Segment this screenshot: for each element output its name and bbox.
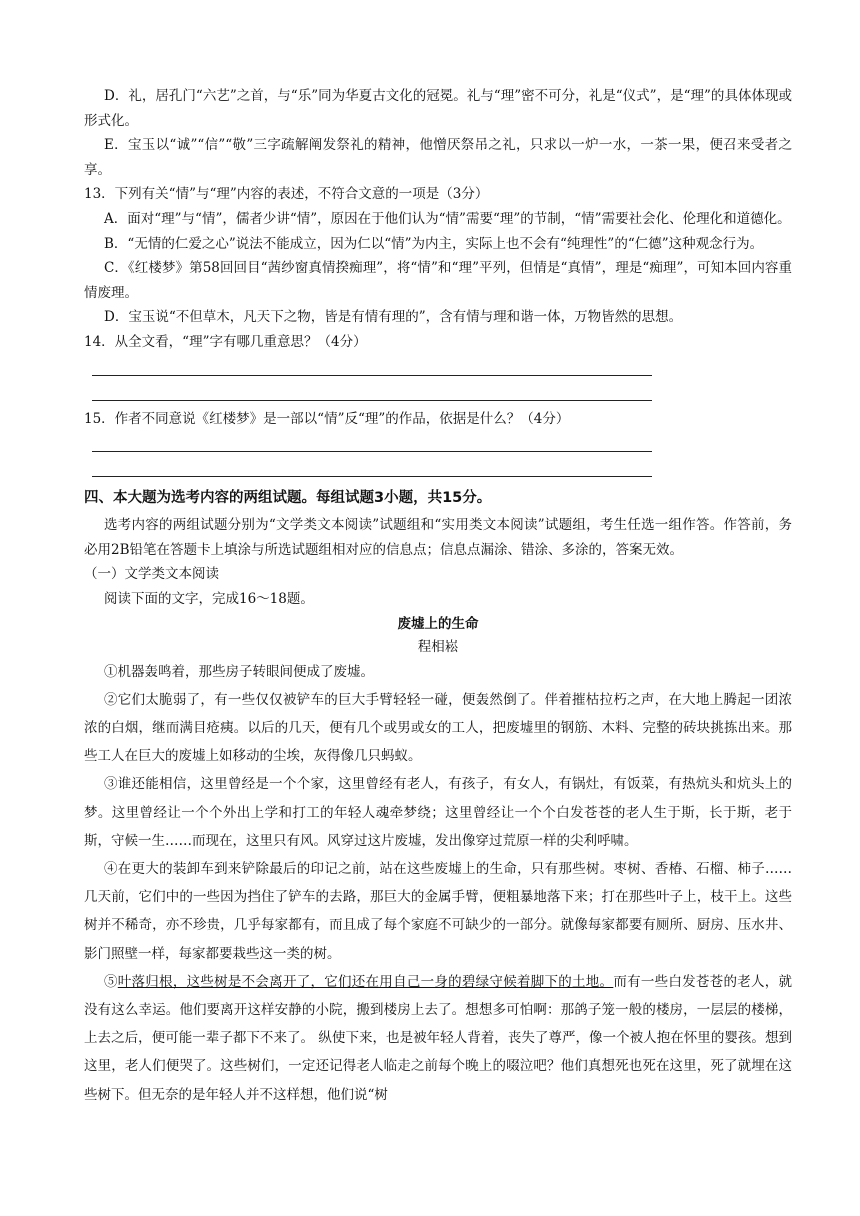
article-paragraph-1: ①机器轰鸣着，那些房子转眼间便成了废墟。 [104, 663, 374, 680]
q12-option-e: E．宝玉以“诚”“信”“敬”三字疏解阐发祭礼的精神，他憎厌祭吊之礼，只求以一炉一水，一茶一果，便召来受者之享。 [84, 137, 792, 178]
q13-option-b: B．“无情的仁爱之心”说法不能成立，因为仁以“情”为内主，实际上也不会有“纯理性”的“仁德”这种观念行为。 [104, 235, 764, 252]
q14-answer-line-1[interactable] [84, 355, 792, 380]
q14-answer-line-2[interactable] [84, 380, 792, 405]
q13-option-d: D．宝玉说“不但草木，凡天下之物，皆是有情有理的”，含有情与理和谐一体，万物皆然的思想。 [104, 309, 683, 326]
paragraph-5-number: ⑤ [104, 973, 118, 990]
q15-answer-line-1[interactable] [84, 431, 792, 456]
q13-option-c: C．《红楼梦》第58回回目“茜纱窗真情揆痴理”，将“情”和“理”平列，但情是“真情”，理是“痴理”，可知本回内容重情废理。 [84, 260, 792, 301]
section-instructions: 选考内容的两组试题分别为“文学类文本阅读”试题组和“实用类文本阅读”试题组，考生任选一组作答。作答前，务必用2B铅笔在答题卡上填涂与所选试题组相对应的信息点；信息点漏涂、错涂、多涂的，答案无效。 [84, 517, 792, 558]
q12-option-d: D．礼，居孔门“六艺”之首，与“乐”同为华夏古文化的冠冕。礼与“理”密不可分，礼是“仪式”，是“理”的具体体现或形式化。 [84, 88, 792, 129]
article-paragraph-5 [84, 968, 792, 1109]
reading-instruction: 阅读下面的文字，完成16～18题。 [104, 590, 314, 607]
exam-page [84, 84, 792, 1109]
paragraph-5-text: 而有一些白发苍苍的老人，就没有这么幸运。他们要离开这样安静的小院，搬到楼房上去了。想想多可怕啊：那鸽子笼一般的楼房，一层层的楼梯，上去之后，便可能一辈子都下不来了。 纵使下来，也是被年轻人背着，丧失了尊严，像一个被人抱在怀里的婴孩。想到这里，老人们便哭了。这些树们，一定还记得老人临走之前每个晚上的啜泣吧？他们真想死也死在这里，死了就埋在这些树下。但无奈的是年轻人并不这样想，他们说“树 [84, 973, 793, 1103]
underlined-sentence: 叶落归根，这些树是不会离开了，它们还在用自己一身的碧绿守候着脚下的土地。 [117, 973, 614, 990]
article-author: 程相崧 [417, 638, 459, 655]
q15-answer-line-2[interactable] [84, 456, 792, 481]
article-paragraph-3: ③谁还能相信，这里曾经是一个个家，这里曾经有老人，有孩子，有女人，有锅灶，有饭菜，有热炕头和炕头上的梦。这里曾经让一个个外出上学和打工的年轻人魂牵梦绕；这里曾经让一个个白发苍苍的老人生于斯，长于斯，老于斯，守候一生……而现在，这里只有风。风穿过这片废墟，发出像穿过荒原一样的尖利呼啸。 [84, 776, 792, 849]
article-paragraph-2: ②它们太脆弱了，有一些仅仅被铲车的巨大手臂轻轻一碰，便轰然倒了。伴着摧枯拉朽之声，在大地上腾起一团浓浓的白烟，继而满目疮痍。以后的几天，便有几个或男或女的工人，把废墟里的钢筋、木料、完整的砖块挑拣出来。那些工人在巨大的废墟上如移动的尘埃，灰得像几只蚂蚁。 [84, 691, 792, 765]
article-paragraph-4: ④在更大的装卸车到来铲除最后的印记之前，站在这些废墟上的生命，只有那些树。枣树、香椿、石榴、柿子……几天前，它们中的一些因为挡住了铲车的去路，那巨大的金属手臂，便粗暴地落下来；打在那些叶子上，枝干上。这些树并不稀奇，亦不珍贵，几乎每家都有，而且成了每个家庭不可缺少的一部分。就像每家都要有厕所、厨房、压水井、影门照壁一样，每家都要栽些这一类的树。 [84, 860, 792, 962]
q13-option-a: A．面对“理”与“情”，儒者少讲“情”，原因在于他们认为“情”需要“理”的节制，“情”需要社会化、伦理化和道德化。 [104, 210, 791, 227]
q13-stem: 13．下列有关“情”与“理”内容的表述，不符合文意的一项是（3分） [84, 186, 489, 203]
article-title: 废墟上的生命 [397, 615, 479, 632]
q15-stem: 15．作者不同意说《红楼梦》是一部以“情”反“理”的作品，依据是什么？（4分） [84, 410, 570, 427]
section-heading: 四、本大题为选考内容的两组试题。每组试题3小题，共15分。 [84, 490, 492, 507]
subsection-label: （一）文学类文本阅读 [84, 566, 219, 583]
q14-stem: 14．从全文看，“理”字有哪几重意思？（4分） [84, 333, 367, 350]
